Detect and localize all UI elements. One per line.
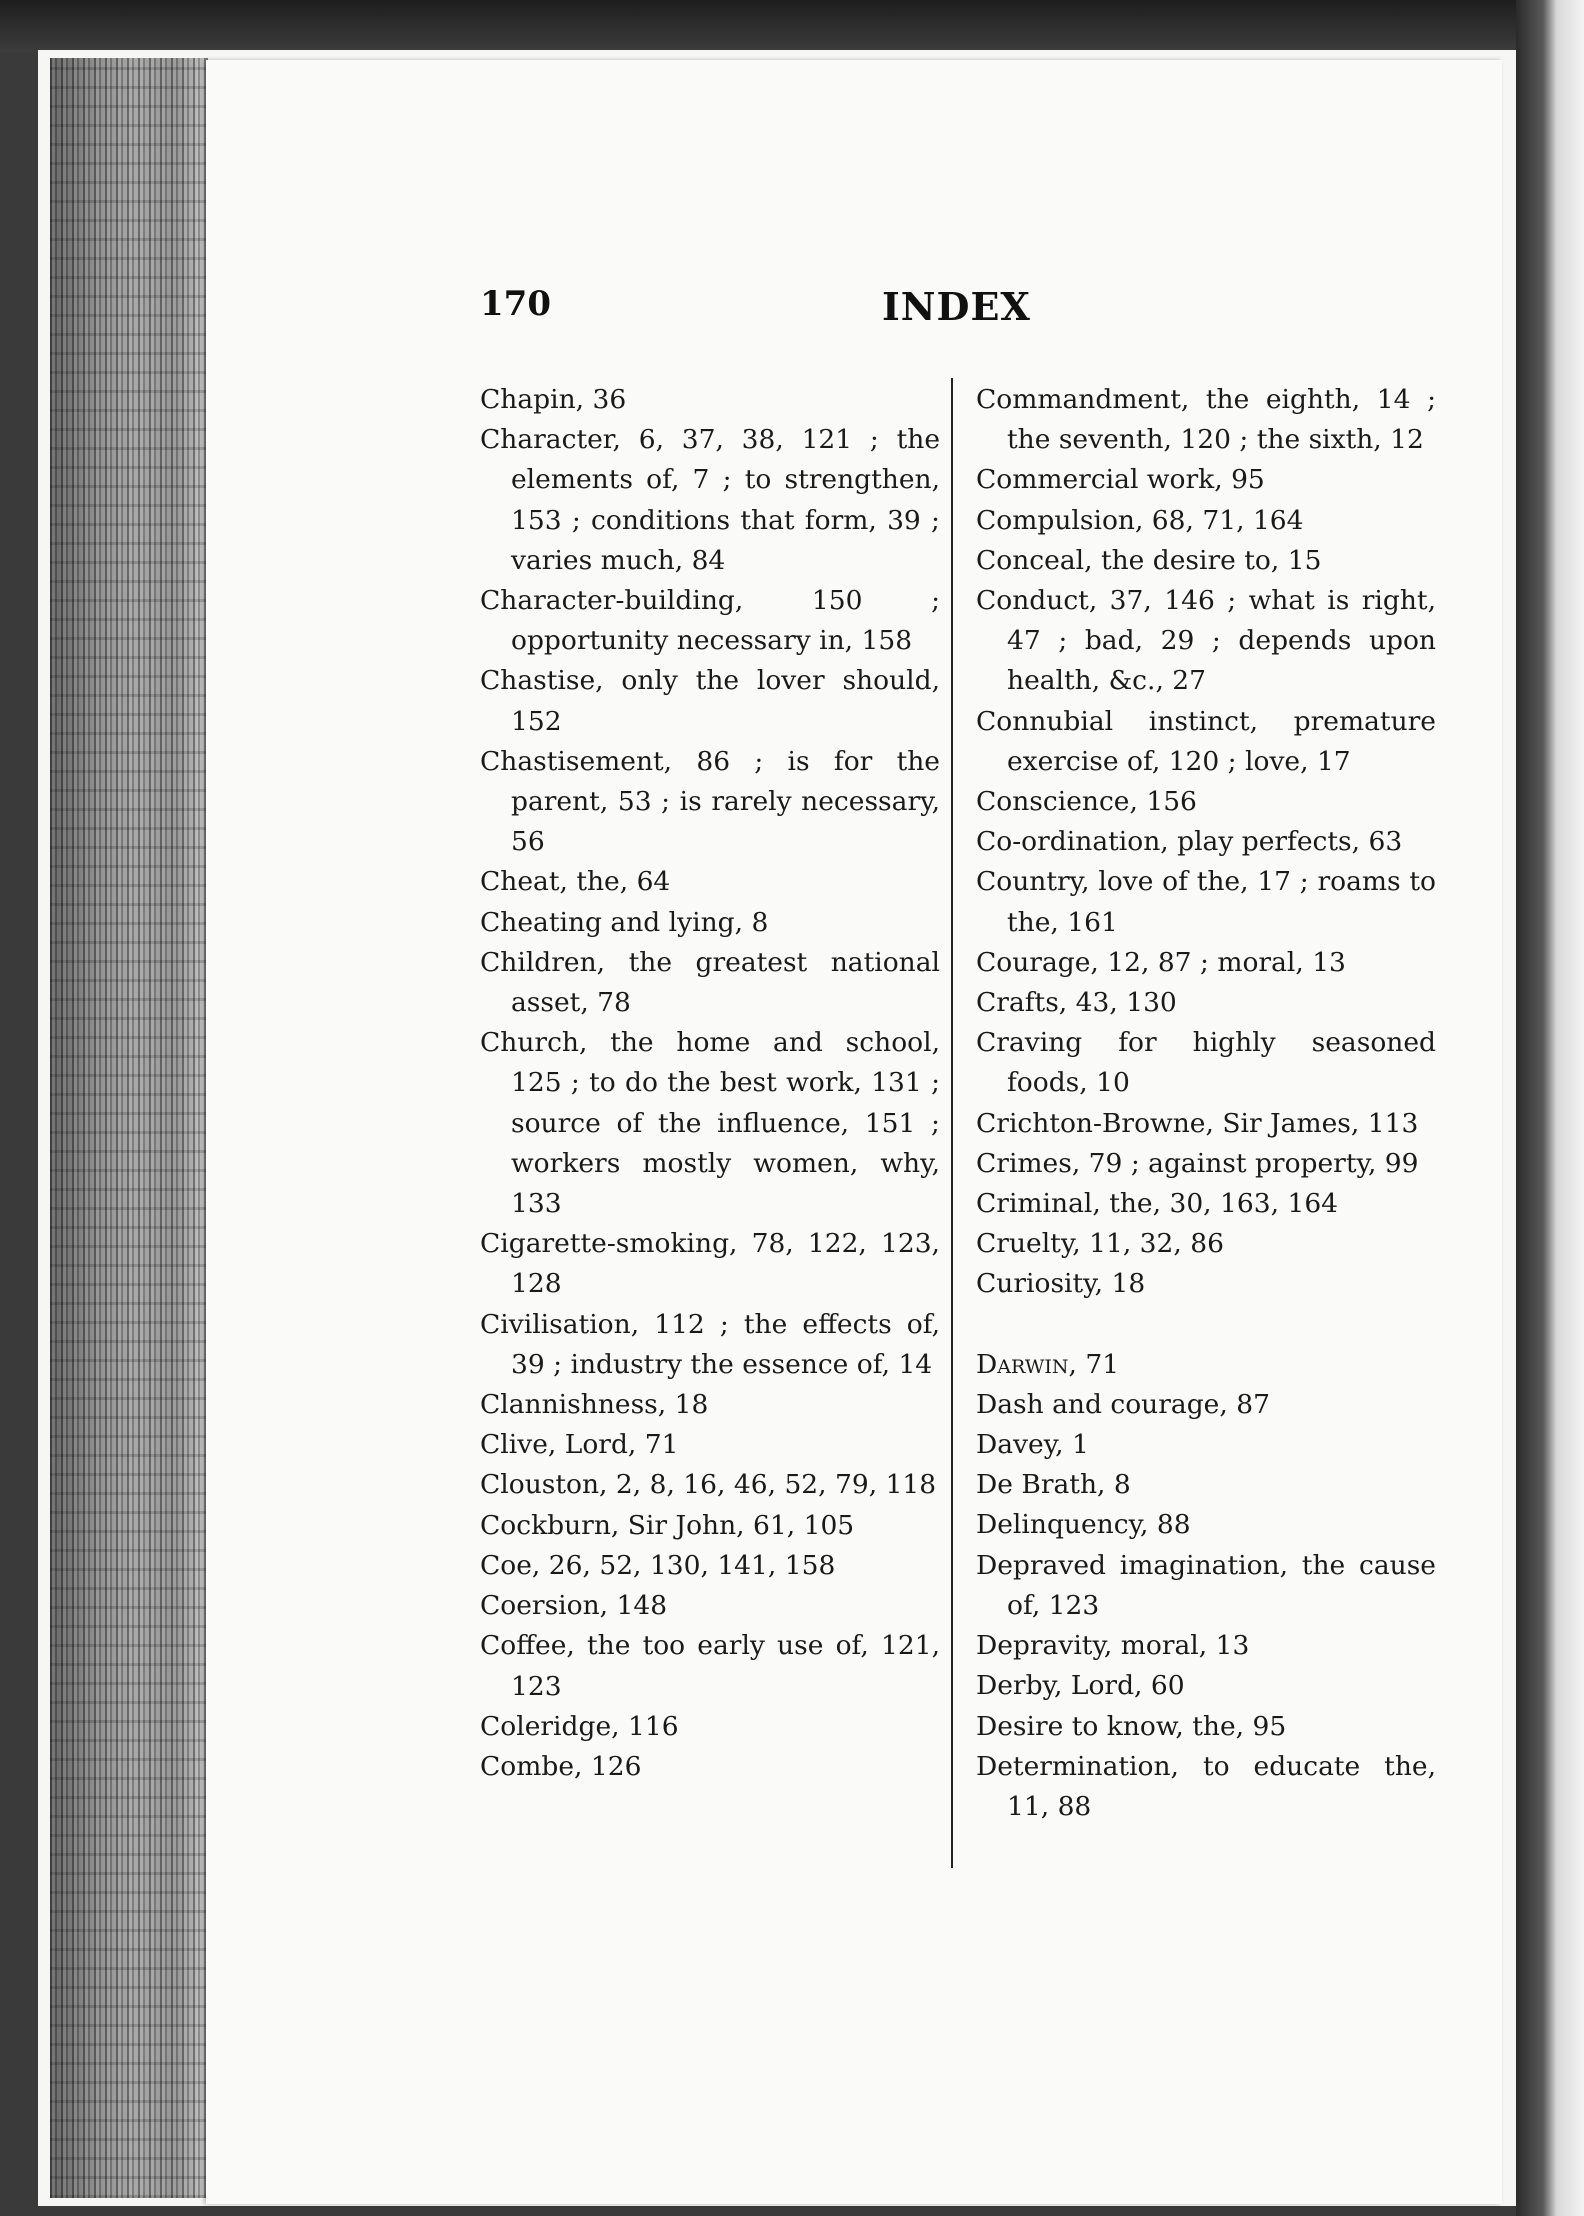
index-entry: Crafts, 43, 130 <box>976 987 1177 1019</box>
index-entry: Determination, to educate the, 11, 88 <box>976 1750 1436 1822</box>
index-entry: Clouston, 2, 8, 16, 46, 52, 79, 118 <box>480 1469 937 1501</box>
index-entry: Chapin, 36 <box>480 384 627 415</box>
index-entry: Commercial work, 95 <box>976 464 1265 496</box>
index-entry: Delinquency, 88 <box>976 1509 1191 1541</box>
index-column-left <box>480 380 940 1787</box>
index-entry: Desire to know, the, 95 <box>976 1710 1287 1742</box>
index-entry: Connubial instinct, premature exercise of, 120 ; love, 17 <box>976 705 1436 777</box>
index-entry: Country, love of the, 17 ; roams to the, 161 <box>976 866 1436 938</box>
facing-page-edge <box>1516 0 1584 2216</box>
index-entry: Courage, 12, 87 ; moral, 13 <box>976 946 1346 978</box>
index-entry: Church, the home and school, 125 ; to do the best work, 131 ; source of the influence, 151 ; workers mostly women, why, 133 <box>480 1027 940 1220</box>
index-entry: Clive, Lord, 71 <box>480 1429 679 1461</box>
column-divider <box>951 378 953 1868</box>
running-head: INDEX <box>882 284 1031 329</box>
index-entry: De Brath, 8 <box>976 1469 1131 1501</box>
index-entry: Cheating and lying, 8 <box>480 906 769 938</box>
index-entry: Conceal, the desire to, 15 <box>976 544 1322 576</box>
index-entry: Coleridge, 116 <box>480 1710 679 1742</box>
index-entry: Cruelty, 11, 32, 86 <box>976 1228 1224 1260</box>
index-entry: Derby, Lord, 60 <box>976 1670 1185 1702</box>
page-header <box>480 284 1040 344</box>
index-entry: Coersion, 148 <box>480 1590 668 1622</box>
index-entry: Crichton-Browne, Sir James, 113 <box>976 1107 1419 1139</box>
index-entry: Chastise, only the lover should, 152 <box>480 665 940 737</box>
index-entry: Civilisation, 112 ; the effects of, 39 ; industry the essence of, 14 <box>480 1308 940 1380</box>
index-entry: Craving for highly seasoned foods, 10 <box>976 1027 1436 1099</box>
index-entry: Cheat, the, 64 <box>480 866 671 898</box>
index-entry: Character-building, 150 ; opportunity necessary in, 158 <box>480 585 940 657</box>
page-number: 170 <box>480 284 551 324</box>
index-entry: Chastisement, 86 ; is for the parent, 53 ; is rarely necessary, 56 <box>480 745 940 858</box>
index-entry: Crimes, 79 ; against property, 99 <box>976 1147 1419 1179</box>
scan-background-top <box>0 0 1584 52</box>
index-entry: Conscience, 156 <box>976 786 1197 818</box>
index-entry: Conduct, 37, 146 ; what is right, 47 ; bad, 29 ; depends upon health, &c., 27 <box>976 585 1436 697</box>
index-entry: Coffee, the too early use of, 121, 123 <box>480 1630 940 1702</box>
index-column-right <box>976 380 1436 1827</box>
index-entry: Davey, 1 <box>976 1429 1089 1461</box>
index-entry: Cockburn, Sir John, 61, 105 <box>480 1509 855 1541</box>
index-entry: Combe, 126 <box>480 1750 642 1782</box>
index-entry: Co-ordination, play perfects, 63 <box>976 826 1403 858</box>
index-entry: Character, 6, 37, 38, 121 ; the elements of, 7 ; to strengthen, 153 ; conditions that form, 39 ; varies much, 84 <box>480 424 940 576</box>
letter-section-gap <box>976 1305 1436 1345</box>
index-entry: Curiosity, 18 <box>976 1268 1146 1300</box>
page-edges <box>50 58 208 2198</box>
index-entry: Coe, 26, 52, 130, 141, 158 <box>480 1549 836 1581</box>
index-entry: Dash and courage, 87 <box>976 1388 1270 1420</box>
index-entry: Depravity, moral, 13 <box>976 1630 1250 1662</box>
index-entry: Children, the greatest national asset, 78 <box>480 946 940 1019</box>
index-entry: Clannishness, 18 <box>480 1389 709 1421</box>
index-entry: Darwin, 71 <box>976 1348 1120 1380</box>
index-entry: Compulsion, 68, 71, 164 <box>976 504 1304 536</box>
index-entry: Criminal, the, 30, 163, 164 <box>976 1188 1339 1220</box>
index-entry: Depraved imagination, the cause of, 123 <box>976 1549 1436 1621</box>
index-entry: Commandment, the eighth, 14 ; the seventh, 120 ; the sixth, 12 <box>976 384 1436 456</box>
index-entry: Cigarette-smoking, 78, 122, 123, 128 <box>480 1228 940 1300</box>
